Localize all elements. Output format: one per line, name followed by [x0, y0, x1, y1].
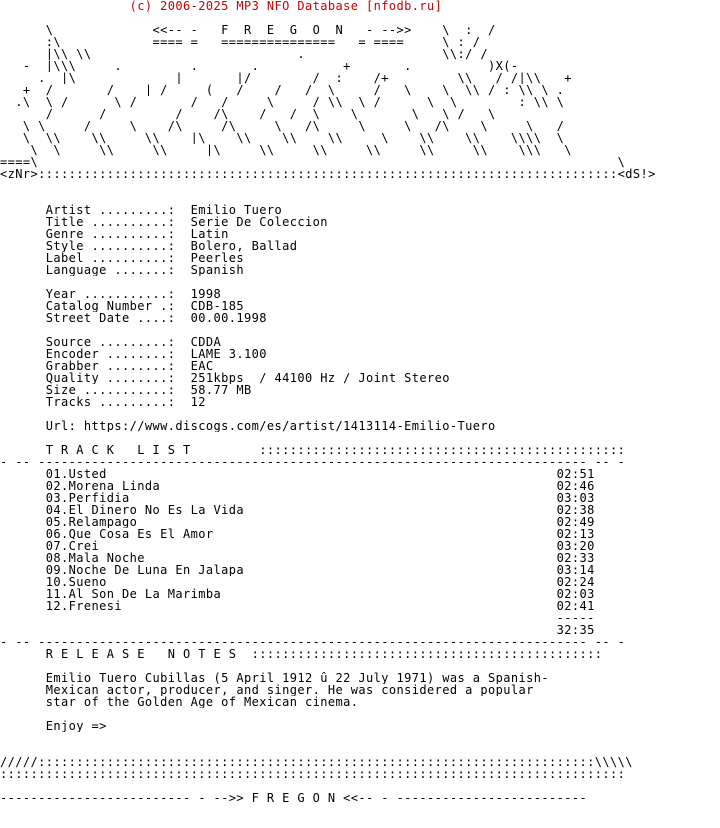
metadata-value: CDDA	[190, 336, 222, 348]
metadata-row	[0, 396, 720, 408]
logo-art-text: ____ / / _ / /\ / / \ \ _ \ \_/ \ ____	[0, 108, 542, 120]
metadata-row	[0, 312, 720, 324]
logo-art-line	[0, 120, 720, 132]
track-title: Crei	[68, 540, 100, 552]
header-text: (c) 2006-2025 MP3 NFO Database [nfodb.ru]	[0, 0, 443, 12]
blank-line	[0, 324, 720, 336]
track-title: Frenesi	[68, 600, 122, 612]
release-notes-dots: ::::::::::::::::::::::::::::::::::::::::::::::	[251, 648, 603, 660]
blank-line	[0, 732, 720, 744]
logo-art-line	[0, 108, 720, 120]
track-number: 06.	[45, 528, 69, 540]
footer-text: ------------------------- - -->> F R E G O N <<-- - -------------------------	[0, 792, 588, 804]
metadata-label: Quality ........:	[45, 372, 176, 384]
track-row	[0, 528, 720, 540]
track-time: 02:38	[556, 504, 595, 516]
logo-art-line	[0, 48, 720, 60]
logo-art-text: :\ _ ==== = =============== = ==== _\ : /_	[0, 36, 488, 48]
track-row	[0, 540, 720, 552]
track-title: Sueno	[68, 576, 107, 588]
track-row	[0, 600, 720, 612]
metadata-row	[0, 228, 720, 240]
metadata-row	[0, 240, 720, 252]
logo-art-text: + _/ __/ ___|_/ __( / __/ _/ \_ _/ \_ \ \\ / : \\ \_. _	[0, 84, 580, 96]
separator-dashed: - -- ------------------------------------------------------------------------ -- -	[0, 636, 626, 648]
logo-art-line	[0, 96, 720, 108]
metadata-label: Language .......:	[45, 264, 176, 276]
url-link[interactable]: https://www.discogs.com/es/artist/1413114-Emilio-Tuero	[83, 420, 496, 432]
metadata-value: Bolero, Ballad	[190, 240, 298, 252]
track-number: 05.	[45, 516, 69, 528]
track-row	[0, 588, 720, 600]
release-note-text: Mexican actor, producer, and singer. He was considered a popular	[45, 684, 534, 696]
track-number: 11.	[45, 588, 69, 600]
tracklist-dots: ::::::::::::::::::::::::::::::::::::::::::::::::	[259, 444, 626, 456]
separator	[0, 636, 720, 648]
metadata-label: Tracks .........:	[45, 396, 176, 408]
metadata-row	[0, 372, 720, 384]
metadata-value: 58.77 MB	[190, 384, 252, 396]
logo-art-line	[0, 192, 720, 204]
logo-art-line	[0, 156, 720, 168]
metadata-value: 1998	[190, 288, 222, 300]
track-row	[0, 516, 720, 528]
blank-line	[0, 408, 720, 420]
track-number: 08.	[45, 552, 69, 564]
track-number: 04.	[45, 504, 69, 516]
logo-art-line	[0, 24, 720, 36]
metadata-value: Spanish	[190, 264, 244, 276]
tracklist-heading	[0, 444, 720, 456]
track-row	[0, 468, 720, 480]
blank-line	[0, 432, 720, 444]
total-row	[0, 624, 720, 636]
track-time: 02:03	[556, 588, 595, 600]
metadata-label: Size ...........:	[45, 384, 176, 396]
logo-art-line	[0, 168, 720, 180]
track-number: 09.	[45, 564, 69, 576]
footer-text: ::::::::::::::::::::::::::::::::::::::::::::::::::::::::::::::::::::::::::::::::::	[0, 768, 626, 780]
track-row	[0, 492, 720, 504]
footer-line	[0, 780, 720, 792]
track-time: 02:49	[556, 516, 595, 528]
separator	[0, 456, 720, 468]
release-note-text: star of the Golden Age of Mexican cinema.	[45, 696, 359, 708]
track-time: 02:24	[556, 576, 595, 588]
header-line	[0, 0, 720, 12]
footer-text: /////:::::::::::::::::::::::::::::::::::::::::::::::::::::::::::::::::::::::::\\\\\	[0, 756, 633, 768]
metadata-row	[0, 360, 720, 372]
separator-dashed: - -- ------------------------------------------------------------------------ -- -	[0, 456, 626, 468]
blank-line	[0, 660, 720, 672]
track-title: Perfidia	[68, 492, 130, 504]
logo-art-text: _ . |\___ |_ _ |/ _ _/ : /+ _____ \\ _/ /|\\ +	[0, 72, 572, 84]
track-time: 03:03	[556, 492, 595, 504]
metadata-label: Label ..........:	[45, 252, 176, 264]
track-time: 02:51	[556, 468, 595, 480]
metadata-value: 251kbps / 44100 Hz / Joint Stereo	[190, 372, 450, 384]
metadata-row	[0, 264, 720, 276]
track-title: Relampago	[68, 516, 138, 528]
track-number: 12.	[45, 600, 69, 612]
track-title: El Dinero No Es La Vida	[68, 504, 244, 516]
metadata-value: EAC	[190, 360, 214, 372]
logo-art-line	[0, 60, 720, 72]
track-number: 10.	[45, 576, 69, 588]
metadata-label: Genre ..........:	[45, 228, 176, 240]
release-notes-heading	[0, 648, 720, 660]
metadata-row	[0, 288, 720, 300]
release-note-line	[0, 696, 720, 708]
metadata-label: Source .........:	[45, 336, 176, 348]
track-title: Al Son De La Marimba	[68, 588, 222, 600]
metadata-row	[0, 384, 720, 396]
logo-art-line	[0, 132, 720, 144]
logo-art-text: <zNr>::::::::::::::::::::::::::::::::::::::::::::::::::::::::::::::::::::::::::::<dS!>	[0, 168, 656, 180]
metadata-label: Artist .........:	[45, 204, 176, 216]
logo-art-text: .\ \_/ ___\_/ ___/ _/ __\_____/ \\__\_/ __ \ \ __ : \\ \	[0, 96, 565, 108]
logo-art-line	[0, 84, 720, 96]
logo-art-line	[0, 180, 720, 192]
enjoy-line	[0, 720, 720, 732]
logo-art-line	[0, 144, 720, 156]
track-title: Noche De Luna En Jalapa	[68, 564, 244, 576]
logo-art-text: \ \_____\\_____\\_____|\_____\\_____\\_____\\_____\\_____\\____\\\ \____	[0, 144, 603, 156]
total-time: 32:35	[556, 624, 595, 636]
metadata-label: Catalog Number .:	[45, 300, 176, 312]
track-number: 01.	[45, 468, 69, 480]
metadata-label: Title ..........:	[45, 216, 176, 228]
metadata-row	[0, 336, 720, 348]
metadata-row	[0, 348, 720, 360]
metadata-row	[0, 300, 720, 312]
track-title: Que Cosa Es El Amor	[68, 528, 214, 540]
metadata-value: LAME 3.100	[190, 348, 267, 360]
metadata-label: Grabber ........:	[45, 360, 176, 372]
release-notes-title: R E L E A S E N O T E S	[45, 648, 237, 660]
footer-line	[0, 792, 720, 804]
track-time: 02:46	[556, 480, 595, 492]
enjoy-text: Enjoy =>	[45, 720, 107, 732]
metadata-value: CDB-185	[190, 300, 244, 312]
footer-line	[0, 768, 720, 780]
metadata-value: Emilio Tuero	[190, 204, 283, 216]
track-title: Mala Noche	[68, 552, 145, 564]
metadata-label: Encoder ........:	[45, 348, 176, 360]
metadata-row	[0, 252, 720, 264]
logo-art-text: _______________________________________________________________________________	[0, 180, 603, 192]
metadata-value: Serie De Coleccion	[190, 216, 328, 228]
track-time: 03:20	[556, 540, 595, 552]
track-time: 02:13	[556, 528, 595, 540]
metadata-label: Style ..........:	[45, 240, 176, 252]
footer-text: ______________________________________________________________________________	[0, 744, 603, 756]
metadata-value: Peerles	[190, 252, 244, 264]
release-note-line	[0, 672, 720, 684]
release-note-text: Emilio Tuero Cubillas (5 April 1912 û 22 July 1971) was a Spanish-	[45, 672, 549, 684]
track-time: 02:41	[556, 600, 595, 612]
track-title: Usted	[68, 468, 107, 480]
track-number: 03.	[45, 492, 69, 504]
logo-art-line	[0, 36, 720, 48]
track-row	[0, 552, 720, 564]
blank-line	[0, 276, 720, 288]
logo-art-text: - |\\\_____._________.___ _.___________+_______.__________)X(-	[0, 60, 519, 72]
blank-line	[0, 708, 720, 720]
tracklist-title: T R A C K L I S T	[45, 444, 191, 456]
metadata-label: Street Date ....:	[45, 312, 176, 324]
metadata-value: Latin	[190, 228, 229, 240]
logo-art-text: ___\ \\ \\ \\ |\ \\ \\ \\ _\ \\ \\ \\\\ \____	[0, 132, 595, 144]
footer-line	[0, 744, 720, 756]
metadata-row	[0, 204, 720, 216]
logo-art-line	[0, 72, 720, 84]
url-label: Url:	[45, 420, 77, 432]
logo-art-text: ___\ \_____/_____\____/\_____/\_____\___/\_____\_____\___/\____\_____\___/______	[0, 120, 610, 132]
logo-art-text: \ <<-- - F R E G O N - -->> \ : /	[0, 24, 496, 36]
track-number: 07.	[45, 540, 69, 552]
release-note-line	[0, 684, 720, 696]
logo-art-text: ====\____________________________________________________________________________\___	[0, 156, 649, 168]
track-row	[0, 480, 720, 492]
track-title: Morena Linda	[68, 480, 161, 492]
total-rule-row	[0, 612, 720, 624]
track-row	[0, 504, 720, 516]
track-number: 02.	[45, 480, 69, 492]
footer-line	[0, 756, 720, 768]
metadata-row	[0, 216, 720, 228]
total-rule: -----	[556, 612, 595, 624]
logo-art-line	[0, 12, 720, 24]
track-row	[0, 576, 720, 588]
logo-art-text: |\\ \\ . \\:/ /	[0, 48, 488, 60]
metadata-label: Year ...........:	[45, 288, 176, 300]
url-row	[0, 420, 720, 432]
metadata-value: 00.00.1998	[190, 312, 267, 324]
track-row	[0, 564, 720, 576]
metadata-value: 12	[190, 396, 206, 408]
track-time: 03:14	[556, 564, 595, 576]
track-time: 02:33	[556, 552, 595, 564]
